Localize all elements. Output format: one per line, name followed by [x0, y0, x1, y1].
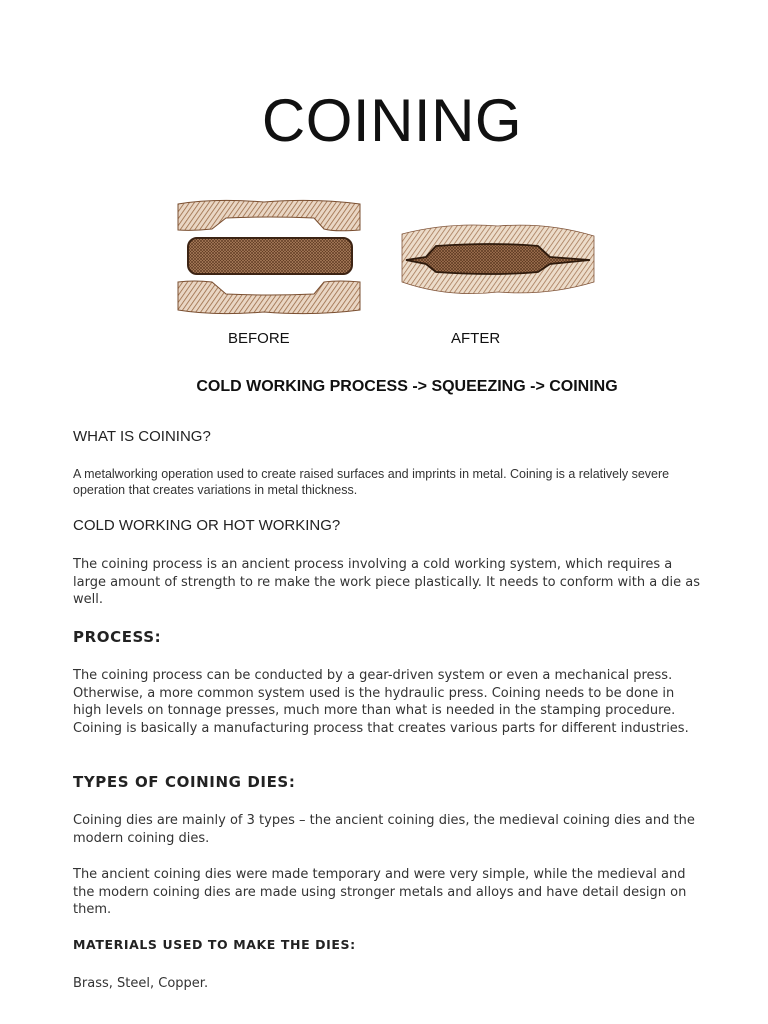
document-title: COINING [261, 87, 523, 154]
paragraph-die-construction: The ancient coining dies were made temporary and were very simple, while the medieval and the modern coining dies are made using stronger metals and alloys and have detail design on them. [73, 867, 687, 917]
heading-process: PROCESS: [73, 628, 162, 646]
paragraph-what-is-coining: A metalworking operation used to create raised surfaces and imprints in metal. Coining is a relatively severe operation that creates variations in metal thickness. [73, 467, 670, 497]
heading-materials: MATERIALS USED TO MAKE THE DIES: [73, 937, 356, 952]
process-subtitle: COLD WORKING PROCESS -> SQUEEZING -> COINING [196, 378, 618, 395]
heading-what-is-coining: WHAT IS COINING? [73, 428, 211, 445]
paragraph-types-of-dies: Coining dies are mainly of 3 types – the ancient coining dies, the medieval coining dies and the modern coining dies. [73, 813, 695, 846]
before-caption: BEFORE [228, 330, 290, 347]
paragraph-cold-or-hot-working: The coining process is an ancient process involving a cold working system, which requires a large amount of strength to re make the work piece plastically. It needs to conform with a die as well. [73, 557, 701, 607]
after-coining-illustration [398, 212, 598, 304]
heading-cold-or-hot-working: COLD WORKING OR HOT WORKING? [73, 517, 341, 534]
paragraph-materials: Brass, Steel, Copper. [73, 976, 209, 991]
heading-types-of-coining-dies: TYPES OF COINING DIES: [73, 773, 296, 791]
before-coining-illustration [174, 196, 366, 318]
after-caption: AFTER [451, 330, 501, 347]
paragraph-process: The coining process can be conducted by a gear-driven system or even a mechanical press. Otherwise, a more common system used is the hydraulic press. Coining needs to be done in high levels on tonnage presses, much more than what is needed in the stamping procedure. Coining is basically a manufacturing process that creates various parts for different industries. [73, 668, 689, 736]
